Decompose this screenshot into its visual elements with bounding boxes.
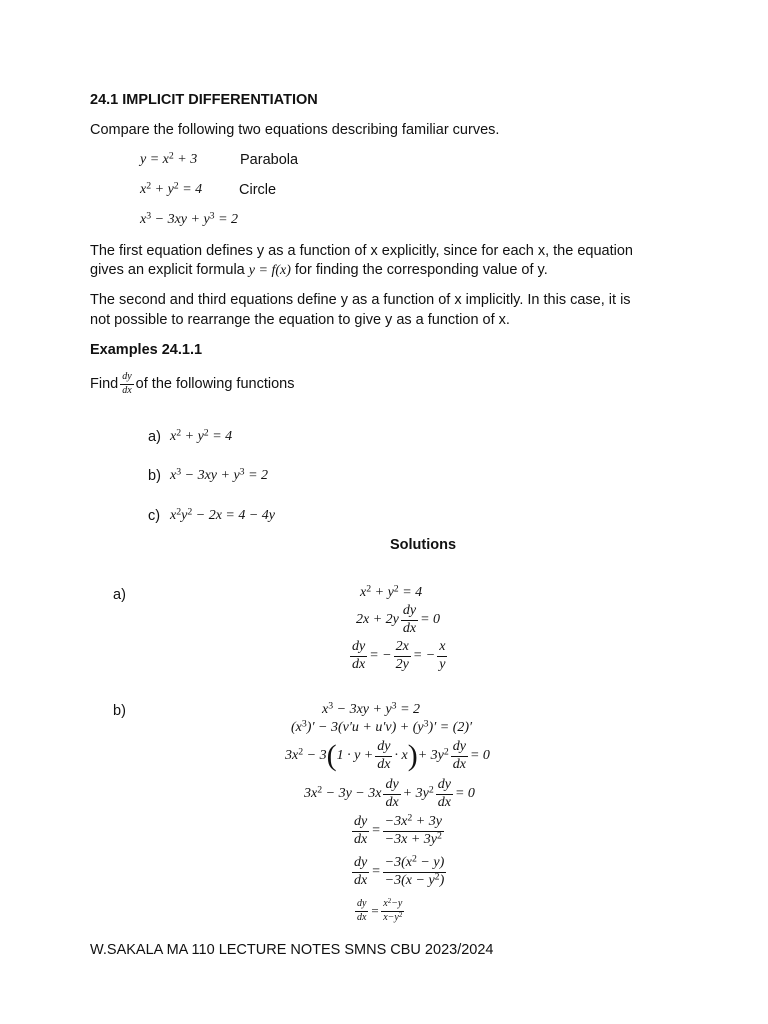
exercise-b-label: b) xyxy=(148,468,161,484)
solution-b-step7: $\frac{dy}{dx}$ = $\frac{x^2-y}{x-y^2}$ xyxy=(357,896,403,923)
exercise-c-equation: $x^2y^2 - 2x = 4 - 4y$ xyxy=(170,506,276,523)
solution-b-step6: $\frac{dy}{dx}$ = $\frac{-3(x^2 - y)}{-3(x - y^2)}$ xyxy=(354,853,445,888)
section-heading: 24.1 IMPLICIT DIFFERENTIATION xyxy=(90,92,318,108)
explicit-formula: y = f(x) xyxy=(248,263,291,278)
find-instruction xyxy=(90,372,294,396)
solution-a-step2: 2x + 2y $\frac{dy}{dx}$ = 0 xyxy=(356,603,441,636)
explicit-text-post: for finding the corresponding value of y. xyxy=(294,262,548,278)
curve-label-parabola: Parabola xyxy=(240,152,299,168)
solutions-heading: Solutions xyxy=(390,537,457,553)
curve-equation-circle: $x^2 + y^2 = 4$ xyxy=(140,180,203,197)
examples-heading: Examples 24.1.1 xyxy=(90,342,203,358)
solution-b-step5: $\frac{dy}{dx}$ = $\frac{-3x^2 + 3y}{-3x + 3y^2}$ xyxy=(354,812,442,847)
solution-b-step3: $3x^2 - 3$ ( 1 · y + $\frac{dy}{dx}$ · x ) + $3y^2$ $\frac{dy}{dx}$ = 0 xyxy=(285,739,490,773)
solution-b-step1: $x^3 - 3xy + y^3 = 2$ xyxy=(322,700,421,717)
solution-b-step4: $3x^2 - 3y - 3x$ $\frac{dy}{dx}$ + $3y^2$ $\frac{dy}{dx}$ = 0 xyxy=(304,777,475,810)
explicit-text-pre: gives an explicit formula xyxy=(90,262,245,278)
curve-equation-cubic: $x^3 - 3xy + y^3 = 2$ xyxy=(140,210,239,227)
exercise-a-label: a) xyxy=(148,429,161,445)
find-text-pre: Find xyxy=(90,376,119,392)
exercise-c-label: c) xyxy=(148,508,161,524)
exercise-b-equation: $x^3 - 3xy + y^3 = 2$ xyxy=(170,466,269,483)
intro-text: Compare the following two equations describing familiar curves. xyxy=(90,122,500,138)
solution-b-label: b) xyxy=(113,703,126,719)
derivative-fraction xyxy=(120,372,133,396)
exercise-a-equation: $x^2 + y^2 = 4$ xyxy=(170,427,233,444)
solution-b-step2: $(x^3)' - 3(v'u + u'v) + (y^3)' = (2)'$ xyxy=(291,718,473,735)
solution-a-step3: $\frac{dy}{dx}$ = − $\frac{2x}{2y}$ = − $\frac{x}{y}$ xyxy=(352,639,446,672)
paragraph-explicit-line1: The first equation defines y as a function of x explicitly, since for each x, the equation xyxy=(90,243,633,259)
find-text-post: of the following functions xyxy=(135,376,295,392)
solution-a-step1: $x^2 + y^2 = 4$ xyxy=(360,583,423,600)
frac-num: dy xyxy=(120,372,133,385)
frac-den: dx xyxy=(122,384,132,396)
paragraph-implicit-line2: not possible to rearrange the equation to give y as a function of x. xyxy=(90,312,510,328)
curve-label-circle: Circle xyxy=(239,182,277,198)
paragraph-implicit-line1: The second and third equations define y as a function of x implicitly. In this case, it is xyxy=(90,292,631,308)
page-footer: W.SAKALA MA 110 LECTURE NOTES SMNS CBU 2023/2024 xyxy=(90,942,494,958)
solution-a-label: a) xyxy=(113,587,126,603)
paragraph-explicit-line2 xyxy=(90,262,548,279)
curve-equation-parabola: $y = x^2 + 3$ xyxy=(140,150,198,167)
